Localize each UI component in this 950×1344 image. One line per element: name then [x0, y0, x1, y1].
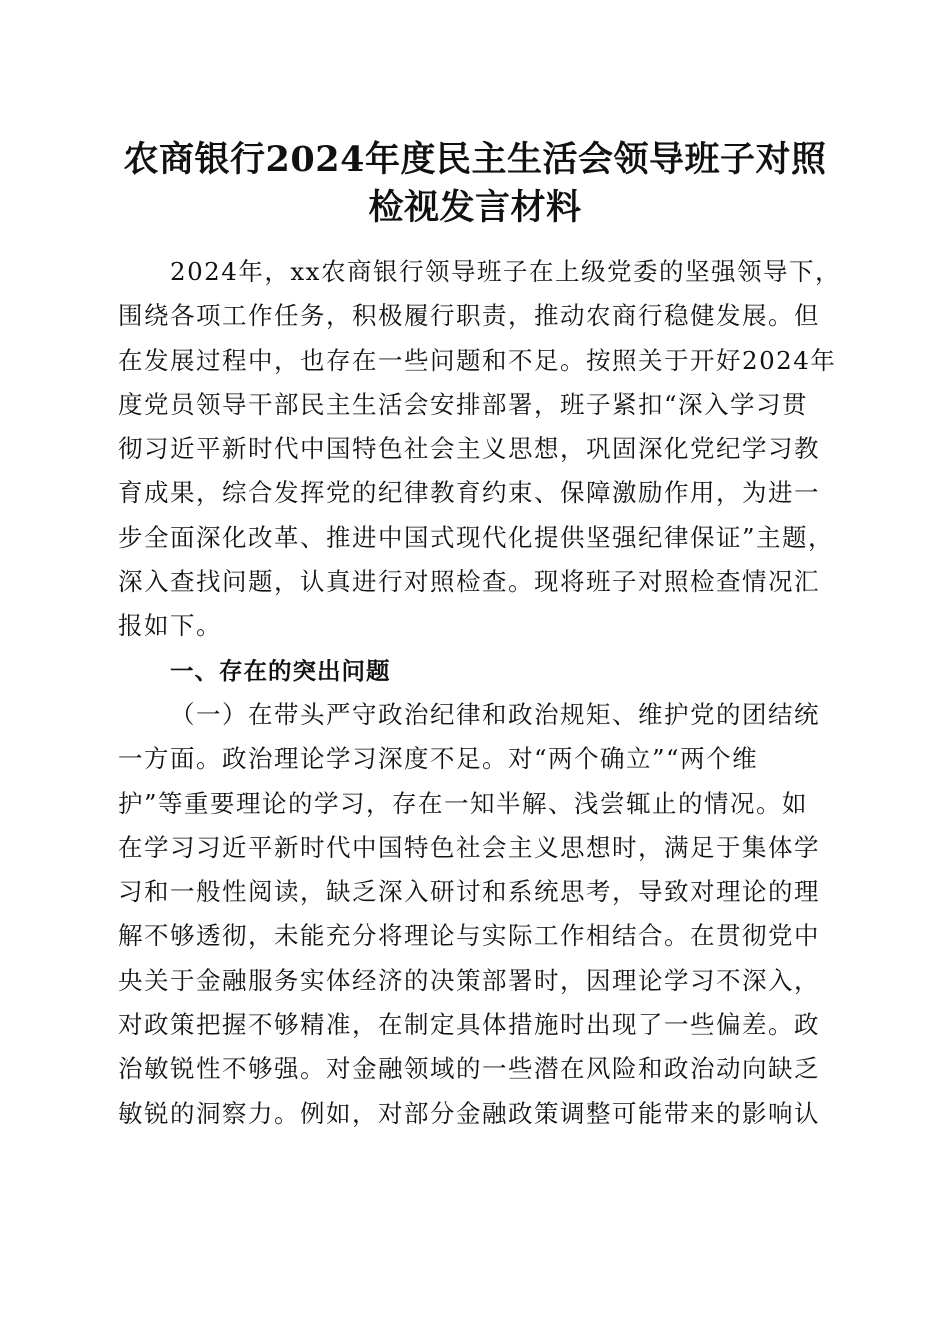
paragraph-line: 步全面深化改革、推进中国式现代化提供坚强纪律保证”主题， [118, 522, 835, 552]
paragraph-line: 2024年，xx农商银行领导班子在上级党委的坚强领导下， [170, 257, 841, 286]
paragraph-line: （一）在带头严守政治纪律和政治规矩、维护党的团结统 [170, 699, 820, 729]
paragraph-line: 围绕各项工作任务，积极履行职责，推动农商行稳健发展。但 [118, 301, 820, 331]
paragraph-line: 习和一般性阅读，缺乏深入研讨和系统思考，导致对理论的理 [118, 877, 820, 907]
paragraph-line: 央关于金融服务实体经济的决策部署时，因理论学习不深入， [118, 965, 820, 995]
paragraph-line: 在学习习近平新时代中国特色社会主义思想时，满足于集体学 [118, 832, 820, 862]
document-body [118, 250, 841, 1136]
paragraph-line: 一方面。政治理论学习深度不足。对“两个确立”“两个维 [118, 744, 759, 774]
paragraph-line: 彻习近平新时代中国特色社会主义思想，巩固深化党纪学习教 [118, 434, 820, 464]
title-line-1: 农商银行2024年度民主生活会领导班子对照 [123, 139, 827, 180]
paragraph-line: 解不够透彻，未能充分将理论与实际工作相结合。在贯彻党中 [118, 921, 820, 951]
paragraph-line: 对政策把握不够精准，在制定具体措施时出现了一些偏差。政 [118, 1010, 820, 1040]
section-heading: 一、存在的突出问题 [170, 656, 391, 685]
paragraph-line: 度党员领导干部民主生活会安排部署，班子紧扣“深入学习贯 [118, 389, 809, 419]
paragraph-line: 敏锐的洞察力。例如，对部分金融政策调整可能带来的影响认 [118, 1098, 820, 1128]
document-title [110, 136, 840, 232]
paragraph-line: 护”等重要理论的学习，存在一知半解、浅尝辄止的情况。如 [118, 788, 809, 818]
paragraph-line: 在发展过程中，也存在一些问题和不足。按照关于开好2024年 [118, 345, 837, 375]
paragraph-line: 深入查找问题，认真进行对照检查。现将班子对照检查情况汇 [118, 567, 820, 597]
title-line-2: 检视发言材料 [368, 187, 582, 228]
paragraph-line: 治敏锐性不够强。对金融领域的一些潜在风险和政治动向缺乏 [118, 1054, 820, 1084]
paragraph-line: 报如下。 [118, 611, 222, 641]
paragraph-line: 育成果，综合发挥党的纪律教育约束、保障激励作用，为进一 [118, 478, 820, 508]
